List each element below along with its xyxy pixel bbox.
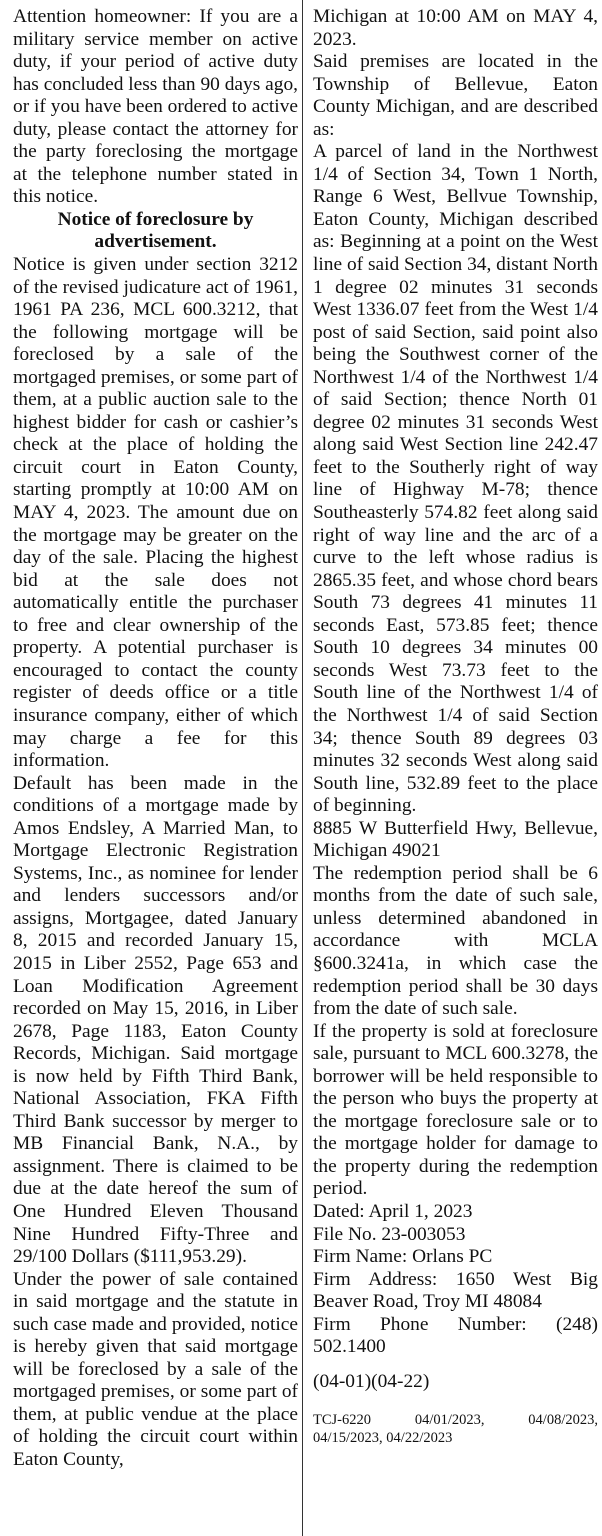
firm-address-line: Firm Address: 1650 West Big Beaver Road, Troy MI 48084 xyxy=(313,1268,598,1313)
responsibility-paragraph: If the property is sold at foreclosure sale, pursuant to MCL 600.3278, the borrower will be held responsible to the person who buys the property at the mortgage foreclosure sale or to the mortgage holder for damage to the property during the redemption period. xyxy=(313,1020,598,1200)
file-number-line: File No. 23-003053 xyxy=(313,1223,466,1245)
right-column xyxy=(313,6,598,1447)
left-column xyxy=(13,6,298,1472)
dated-line: Dated: April 1, 2023 xyxy=(313,1200,473,1222)
firm-name-line: Firm Name: Orlans PC xyxy=(313,1246,493,1268)
power-of-sale-paragraph: Under the power of sale contained in said mortgage and the statute in such case made and provided, notice is hereby given that said mortgage will be foreclosed by a sale of the mortgaged premises, or some part of them, at public vendue at the place of holding the circuit court within Eaton County, xyxy=(13,1268,298,1470)
publication-line-2: 04/15/2023, 04/22/2023 xyxy=(313,1430,453,1447)
property-address: 8885 W Butterfield Hwy, Bellevue, Michigan 49021 xyxy=(313,817,598,862)
default-paragraph: Default has been made in the conditions of a mortgage made by Amos Endsley, A Married Man, to Mortgage Electronic Registration Systems, Inc., as nominee for lender and lenders successors and/or assigns, Mortgagee, dated January 8, 2015 and recorded January 15, 2015 in Liber 2552, Page 653 and Loan Modification Agreement recorded on May 15, 2016, in Liber 2678, Page 1183, Eaton County Records, Michigan. Said mortgage is now held by Fifth Third Bank, National Association, FKA Fifth Third Bank successor by merger to MB Financial Bank, N.A., by assignment. There is claimed to be due at the date hereof the sum of One Hundred Eleven Thousand Nine Hundred Fifty-Three and 29/100 Dollars ($111,953.29). xyxy=(13,772,298,1268)
notice-paragraph: Notice is given under section 3212 of the revised judicature act of 1961, 1961 PA 236, MCL 600.3212, that the following mortgage will be foreclosed by a sale of the mortgaged premises, or some part of them, at a public auction sale to the highest bidder for cash or cashier’s check at the place of holding the circuit court in Eaton County, starting promptly at 10:00 AM on MAY 4, 2023. The amount due on the mortgage may be greater on the day of the sale. Placing the highest bid at the sale does not automatically entitle the purchaser to free and clear ownership of the property. A potential purchaser is encouraged to contact the county register of deeds office or a title insurance company, either of which may charge a fee for this information. xyxy=(13,254,298,772)
premises-paragraph: Said premises are located in the Township of Bellevue, Eaton County Michigan, and are described as: xyxy=(313,51,598,140)
publication-line-1: TCJ-6220 04/01/2023, 04/08/2023, xyxy=(313,1412,598,1429)
legal-description-paragraph: A parcel of land in the Northwest 1/4 of Section 34, Town 1 North, Range 6 West, Bellvue Township, Eaton County, Michigan described as: Beginning at a point on the West line of said Section 34, distant North 1 degree 02 minutes 31 seconds West 1336.07 feet from the West 1/4 post of said Section, said point also being the Southwest corner of the Northwest 1/4 of the Northwest 1/4 of said Section; thence North 01 degree 02 minutes 31 seconds West along said West Section line 242.47 feet to the Southerly right of way line of Highway M-78; thence Southeasterly 574.82 feet along said right of way line and the arc of a curve to the left whose radius is 2865.35 feet, and whose chord bears South 73 degrees 41 minutes 11 seconds East, 573.85 feet; thence South 10 degrees 34 minutes 00 seconds West 73.73 feet to the South line of the Northwest 1/4 of the Northwest 1/4 of said Section 34; thence South 89 degrees 03 minutes 32 seconds West along said South line, 532.89 feet to the place of beginning. xyxy=(313,141,598,817)
redemption-paragraph: The redemption period shall be 6 months from the date of such sale, unless determined abandoned in accordance with MCLA §600.3241a, in which case the redemption period shall be 30 days from the date of such sale. xyxy=(313,862,598,1020)
notice-heading: Notice of foreclosure by advertisement. xyxy=(57,208,254,253)
column-divider xyxy=(302,0,303,1536)
firm-phone-line: Firm Phone Number: (248) 502.1400 xyxy=(313,1313,598,1358)
run-dates-line: (04-01)(04-22) xyxy=(313,1370,430,1392)
continuation-paragraph: Michigan at 10:00 AM on MAY 4, 2023. xyxy=(313,6,598,50)
military-attention-paragraph: Attention homeowner: If you are a military service member on active duty, if your period of active duty has concluded less than 90 days ago, or if you have been ordered to active duty, please contact the attorney for the party foreclosing the mortgage at the telephone number stated in this notice. xyxy=(13,6,298,208)
